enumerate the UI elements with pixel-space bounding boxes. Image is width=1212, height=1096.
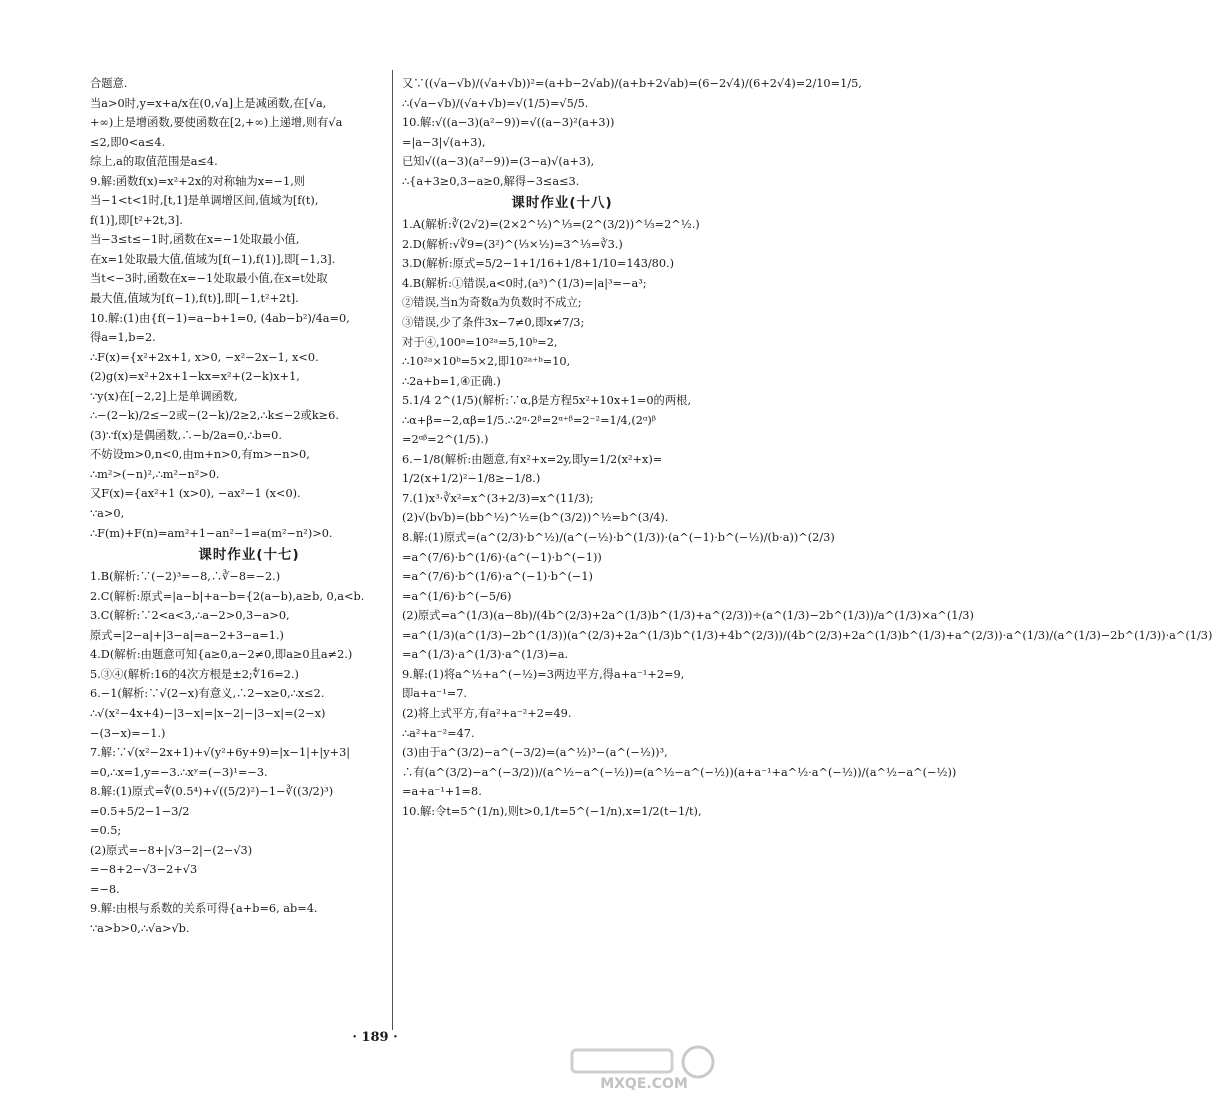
left-column-line: 当a>0时,y=x+a/x在(0,√a]上是减函数,在[√a,: [90, 96, 327, 110]
left-column-line: f(1)],即[t²+2t,3].: [90, 213, 183, 227]
left-column-line: 最大值,值域为[f(−1),f(t)],即[−1,t²+2t].: [90, 292, 299, 306]
right-column-line: 即a+a⁻¹=7.: [402, 687, 467, 701]
left-column-line: ∴m²>(−n)²,∴m²−n²>0.: [90, 467, 220, 481]
left-column-line: 9.解:函数f(x)=x²+2x的对称轴为x=−1,则: [90, 174, 306, 188]
page-number: · 189 ·: [352, 1030, 398, 1045]
right-column-line: 1/2(x+1/2)²−1/8≥−1/8.): [402, 472, 541, 486]
right-column-line: ∴10²ᵃ×10ᵇ=5×2,即10²ᵃ⁺ᵇ=10,: [402, 355, 571, 369]
section-heading: 课时作业(十八): [511, 195, 613, 212]
right-column-line: =a^(1/6)·b^(−5/6): [402, 589, 512, 603]
right-column-line: 9.解:(1)将a^½+a^(−½)=3两边平方,得a+a⁻¹+2=9,: [402, 667, 685, 681]
left-column-line: 3.C(解析:∵2<a<3,∴a−2>0,3−a>0,: [90, 609, 290, 623]
right-column-line: 7.(1)x³·∛x²=x^(3+2/3)=x^(11/3);: [402, 491, 594, 505]
svg-text:MXQE.COM: MXQE.COM: [600, 1076, 688, 1092]
left-column-line: =−8.: [90, 882, 120, 896]
left-column-line: 4.D(解析:由题意可知{a≥0,a−2≠0,即a≥0且a≠2.): [90, 648, 353, 662]
left-column-line: 得a=1,b=2.: [90, 331, 156, 345]
left-column-line: 6.−1(解析:∵√(2−x)有意义,∴2−x≥0,∴x≤2.: [90, 687, 325, 701]
right-column-line: (2)√(b√b)=(bb^½)^½=(b^(3/2))^½=b^(3/4).: [402, 511, 669, 525]
right-column-line: ∴α+β=−2,αβ=1/5.∴2ᵅ·2ᵝ=2ᵅ⁺ᵝ=2⁻²=1/4,(2ᵅ)ᵝ: [402, 413, 656, 427]
right-column-line: =a^(1/3)·a^(1/3)·a^(1/3)=a.: [402, 648, 569, 662]
left-column-line: −(3−x)=−1.): [90, 726, 166, 740]
left-column-line: 合题意.: [90, 77, 128, 90]
left-column-line: =0,∴x=1,y=−3.∴xʸ=(−3)¹=−3.: [90, 765, 268, 779]
right-column-line: 10.解:√((a−3)(a²−9))=√((a−3)²(a+3)): [402, 116, 615, 130]
right-column: [402, 74, 1212, 821]
left-column-line: ≤2,即0<a≤4.: [90, 135, 166, 149]
left-column-line: (2)g(x)=x²+2x+1−kx=x²+(2−k)x+1,: [90, 370, 300, 384]
left-column-line: 原式=|2−a|+|3−a|=a−2+3−a=1.): [90, 628, 284, 642]
left-column: [90, 74, 408, 939]
right-column-line: 5.1/4 2^(1/5)(解析:∵α,β是方程5x²+10x+1=0的两根,: [402, 394, 692, 408]
left-column-line: ∴√(x²−4x+4)−|3−x|=|x−2|−|3−x|=(2−x): [90, 706, 326, 720]
right-column-line: 已知√((a−3)(a²−9))=(3−a)√(a+3),: [402, 155, 595, 169]
right-column-line: ∴2a+b=1,④正确.): [402, 374, 501, 388]
left-column-line: 7.解:∵√(x²−2x+1)+√(y²+6y+9)=|x−1|+|y+3|: [90, 746, 351, 760]
watermark-logo: [566, 1044, 722, 1092]
left-column-line: =0.5;: [90, 824, 122, 838]
left-column-line: =−8+2−√3−2+√3: [90, 863, 198, 877]
right-column-line: ②错误,当n为奇数a为负数时不成立;: [402, 296, 582, 310]
right-column-line: 6.−1/8(解析:由题意,有x²+x=2y,即y=1/2(x²+x)=: [402, 452, 663, 466]
left-column-line: ∴−(2−k)/2≤−2或−(2−k)/2≥2,∴k≤−2或k≥6.: [90, 409, 339, 423]
left-column-line: ∵a>0,: [90, 507, 125, 521]
right-column-line: 对于④,100ᵃ=10²ᵃ=5,10ᵇ=2,: [402, 335, 558, 349]
left-column-line: 9.解:由根与系数的关系可得{a+b=6, ab=4.: [90, 902, 318, 916]
left-column-line: (2)原式=−8+|√3−2|−(2−√3): [90, 843, 253, 857]
left-column-line: 当t<−3时,函数在x=−1处取最小值,在x=t处取: [90, 272, 328, 286]
right-column-line: (2)原式=a^(1/3)(a−8b)/(4b^(2/3)+2a^(1/3)b^(1/3)+a^(2/3))÷(a^(1/3)−2b^(1/3))/a^(1/3)×a^(1/3): [402, 609, 974, 623]
left-column-line: 又F(x)={ax²+1 (x>0), −ax²−1 (x<0).: [90, 487, 301, 501]
right-column-line: 4.B(解析:①错误,a<0时,(a³)^(1/3)=|a|³=−a³;: [402, 276, 647, 290]
right-column-line: ∴(√a−√b)/(√a+√b)=√(1/5)=√5/5.: [402, 96, 589, 110]
left-column-line: 当−1<t<1时,[t,1]是单调增区间,值域为[f(t),: [90, 194, 319, 208]
right-column-line: 1.A(解析:∛(2√2)=(2×2^½)^⅓=(2^(3/2))^⅓=2^½.): [402, 218, 700, 232]
right-column-line: =a^(1/3)(a^(1/3)−2b^(1/3))(a^(2/3)+2a^(1/3)b^(1/3)+4b^(2/3))/(4b^(2/3)+2a^(1/3)b^(1/3)+a^(2/3))·a^(1/3)/(a^(1/3)−2b^(1/3))·a^(1/3): [402, 628, 1212, 642]
left-column-line: 综上,a的取值范围是a≤4.: [90, 155, 218, 169]
left-column-line: 10.解:(1)由{f(−1)=a−b+1=0, (4ab−b²)/4a=0,: [90, 311, 350, 325]
right-column-line: (2)将上式平方,有a²+a⁻²+2=49.: [402, 706, 572, 720]
right-column-line: 3.D(解析:原式=5/2−1+1/16+1/8+1/10=143/80.): [402, 257, 675, 271]
right-column-line: 又∵((√a−√b)/(√a+√b))²=(a+b−2√ab)/(a+b+2√ab)=(6−2√4)/(6+2√4)=2/10=1/5,: [402, 77, 862, 90]
right-column-line: 2.D(解析:√∛9=(3²)^(⅓×½)=3^⅓=∛3.): [402, 237, 623, 251]
left-column-line: 2.C(解析:原式=|a−b|+a−b={2(a−b),a≥b, 0,a<b.: [90, 589, 365, 603]
right-column-line: ③错误,少了条件3x−7≠0,即x≠7/3;: [402, 316, 585, 330]
left-column-line: +∞)上是增函数,要使函数在[2,+∞)上递增,则有√a: [90, 116, 343, 130]
right-column-line: =2ᵅᵝ=2^(1/5).): [402, 433, 489, 447]
left-column-line: (3)∵f(x)是偶函数,∴−b/2a=0,∴b=0.: [90, 428, 282, 442]
left-column-line: 不妨设m>0,n<0,由m+n>0,有m>−n>0,: [90, 448, 310, 462]
right-column-line: =a^(7/6)·b^(1/6)·(a^(−1)·b^(−1)): [402, 550, 602, 564]
left-column-line: 1.B(解析:∵(−2)³=−8,∴∛−8=−2.): [90, 570, 281, 584]
left-column-line: =0.5+5/2−1−3/2: [90, 804, 190, 818]
left-column-line: 8.解:(1)原式=∜(0.5⁴)+√((5/2)²)−1−∛((3/2)³): [90, 785, 334, 799]
left-column-line: 5.③④(解析:16的4次方根是±2;∜16=2.): [90, 667, 299, 681]
right-column-line: ∴{a+3≥0,3−a≥0,解得−3≤a≤3.: [402, 174, 580, 188]
left-column-line: 在x=1处取最大值,值域为[f(−1),f(1)],即[−1,3].: [90, 252, 336, 266]
watermark-icon: [566, 1044, 722, 1092]
section-heading: 课时作业(十七): [198, 547, 300, 564]
right-column-line: ∴a²+a⁻²=47.: [402, 726, 475, 740]
left-column-line: ∵a>b>0,∴√a>√b.: [90, 921, 190, 935]
right-column-line: 10.解:令t=5^(1/n),则t>0,1/t=5^(−1/n),x=1/2(t−1/t),: [402, 804, 702, 818]
right-column-line: =a+a⁻¹+1=8.: [402, 785, 482, 799]
right-column-line: 8.解:(1)原式=(a^(2/3)·b^½)/(a^(−½)·b^(1/3))·(a^(−1)·b^(−½)/(b·a))^(2/3): [402, 531, 835, 545]
right-column-line: (3)由于a^(3/2)−a^(−3/2)=(a^½)³−(a^(−½))³,: [402, 746, 668, 760]
left-column-line: ∵y(x)在[−2,2]上是单调函数,: [90, 389, 238, 403]
left-column-line: ∴F(m)+F(n)=am²+1−an²−1=a(m²−n²)>0.: [90, 526, 333, 540]
left-column-line: 当−3≤t≤−1时,函数在x=−1处取最小值,: [90, 233, 300, 247]
right-column-line: ∴有(a^(3/2)−a^(−3/2))/(a^½−a^(−½))=(a^½−a^(−½))(a+a⁻¹+a^½·a^(−½))/(a^½−a^(−½)): [402, 765, 957, 779]
right-column-line: =|a−3|√(a+3),: [402, 135, 486, 149]
left-column-line: ∴F(x)={x²+2x+1, x>0, −x²−2x−1, x<0.: [90, 350, 319, 364]
right-column-line: =a^(7/6)·b^(1/6)·a^(−1)·b^(−1): [402, 570, 593, 584]
